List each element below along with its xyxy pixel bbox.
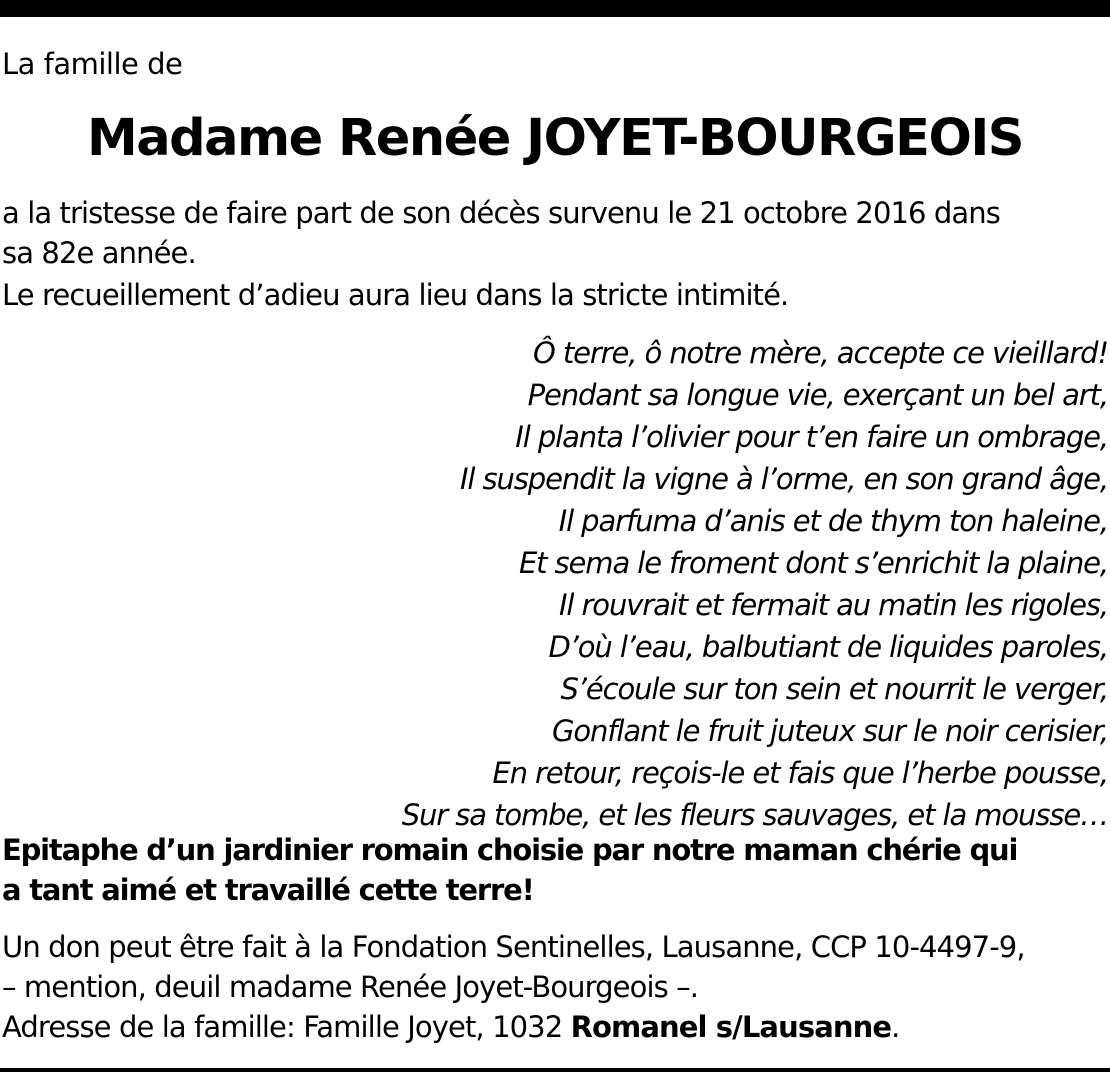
poem-line: Ô terre, ô notre mère, accepte ce vieillard! <box>532 336 1108 370</box>
address-prefix: Adresse de la famille: Famille Joyet, 1032 <box>2 1010 571 1044</box>
poem <box>300 332 1108 836</box>
poem-line: Il planta l’olivier pour t’en faire un ombrage, <box>515 420 1108 454</box>
address-city: Romanel s/Lausanne <box>570 1010 892 1044</box>
poem-line: Il rouvrait et fermait au matin les rigoles, <box>558 588 1108 622</box>
intro-text: La famille de <box>2 47 183 81</box>
bottom-rule <box>0 1068 1110 1072</box>
poem-line: Sur sa tombe, et les fleurs sauvages, et la mousse… <box>401 798 1108 832</box>
poem-line: S’écoule sur ton sein et nourrit le verger, <box>560 672 1108 706</box>
poem-line: Et sema le froment dont s’enrichit la plaine, <box>518 546 1108 580</box>
family-address <box>2 1006 1108 1048</box>
announcement-line-2: sa 82e année. <box>2 236 196 270</box>
donation-line-1: Un don peut être fait à la Fondation Sentinelles, Lausanne, CCP 10-4497-9, <box>2 930 1025 964</box>
poem-line: Gonflant le fruit juteux sur le noir cerisier, <box>551 714 1108 748</box>
announcement-line-1: a la tristesse de faire part de son décès survenu le 21 octobre 2016 dans <box>2 196 1000 230</box>
top-rule <box>0 0 1110 17</box>
poem-line: En retour, reçois-le et fais que l’herbe pousse, <box>492 756 1108 790</box>
address-suffix: . <box>891 1010 900 1044</box>
epitaph-line-2: a tant aimé et travaillé cette terre! <box>2 873 534 907</box>
poem-line: Il parfuma d’anis et de thym ton haleine, <box>558 504 1108 538</box>
deceased-name: Madame Renée JOYET-BOURGEOIS <box>86 109 1024 168</box>
ceremony-text: Le recueillement d’adieu aura lieu dans la stricte intimité. <box>2 278 789 312</box>
poem-line: Pendant sa longue vie, exerçant un bel art, <box>527 378 1108 412</box>
poem-line: Il suspendit la vigne à l’orme, en son grand âge, <box>459 462 1108 496</box>
donation-line-2: – mention, deuil madame Renée Joyet-Bourgeois –. <box>2 970 699 1004</box>
poem-line: D’où l’eau, balbutiant de liquides paroles, <box>548 630 1108 664</box>
epitaph-line-1: Epitaphe d’un jardinier romain choisie par notre maman chérie qui <box>2 833 1018 867</box>
